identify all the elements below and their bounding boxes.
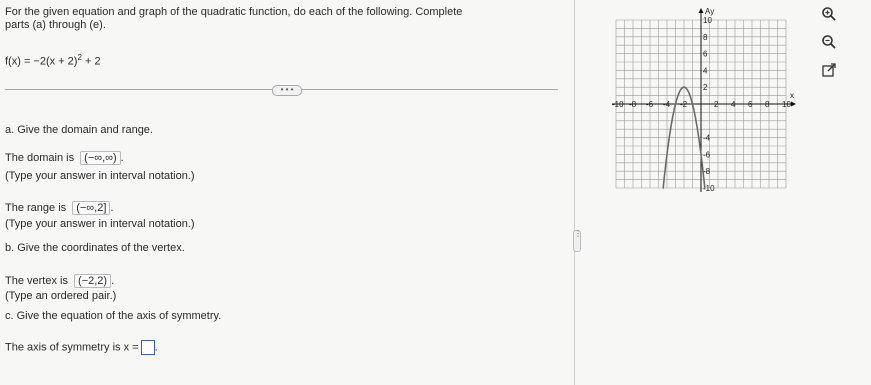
range-label: The range is [5,202,67,214]
y-tick-label: -4 [703,133,711,143]
x-tick-label: -6 [646,100,654,109]
x-tick-label: -2 [680,100,688,109]
expand-divider-button[interactable]: • • • [272,85,302,96]
panel-divider [574,0,575,385]
x-tick-label: 10 [782,100,791,109]
popout-icon[interactable] [818,62,840,82]
vertex-row: The vertex is (−2,2) . [5,275,115,287]
range-row: The range is (−∞,2] . [5,202,114,214]
domain-label: The domain is [5,152,75,164]
range-answer-field[interactable]: (−∞,2] [72,201,110,215]
vertex-hint: (Type an ordered pair.) [5,290,117,302]
axis-answer-field[interactable] [141,340,155,355]
y-tick-label: 10 [703,16,712,25]
y-tick-label: -8 [703,167,711,177]
panel-resize-handle[interactable]: ⋮ [573,230,581,252]
axis-label: The axis of symmetry is x = [5,341,139,354]
y-tick-label: 6 [703,49,708,59]
part-c-prompt: c. Give the equation of the axis of symmetry. [5,310,222,322]
x-tick-label: -8 [629,100,637,109]
vertex-answer-field[interactable]: (−2,2) [74,274,111,288]
equation-tail: + 2 [81,55,101,68]
x-tick-label: -4 [663,100,671,109]
y-tick-label: 4 [703,66,708,76]
y-tick-label: 8 [703,32,708,42]
x-axis-label: x [790,91,794,100]
y-tick-label: 2 [703,83,708,93]
axis-row: The axis of symmetry is x = . [5,341,158,354]
part-b-prompt: b. Give the coordinates of the vertex. [5,242,185,254]
x-axis-arrow [791,102,796,107]
x-tick-label: 8 [765,100,770,109]
graph-svg [606,6,806,202]
x-tick-label: 4 [731,100,736,109]
equation-lhs: f(x) = [5,55,34,68]
y-axis-label: Ay [705,7,715,16]
x-tick-label: -10 [612,100,624,109]
x-tick-label: 6 [748,100,753,109]
instructions-line-2: parts (a) through (e). [5,19,106,31]
equation-inner: −2(x + 2) [33,55,78,68]
domain-answer-field[interactable]: (−∞,∞) [80,151,121,165]
y-axis-arrow [699,8,704,13]
parabola-graph [606,6,806,202]
zoom-in-icon[interactable] [818,6,840,26]
x-tick-label: 2 [714,100,719,109]
vertex-label: The vertex is [5,275,68,287]
equation-exponent: 2 [77,53,82,62]
zoom-out-icon[interactable] [818,34,840,54]
y-tick-label: -6 [703,150,711,160]
y-tick-label: -10 [703,184,715,193]
instructions-line-1: For the given equation and graph of the quadratic function, do each of the following. Complete [5,6,463,18]
part-a-prompt: a. Give the domain and range. [5,124,153,136]
function-equation [5,53,101,68]
domain-hint: (Type your answer in interval notation.) [5,170,195,182]
range-hint: (Type your answer in interval notation.) [5,218,195,230]
domain-row: The domain is (−∞,∞) . [5,152,124,164]
